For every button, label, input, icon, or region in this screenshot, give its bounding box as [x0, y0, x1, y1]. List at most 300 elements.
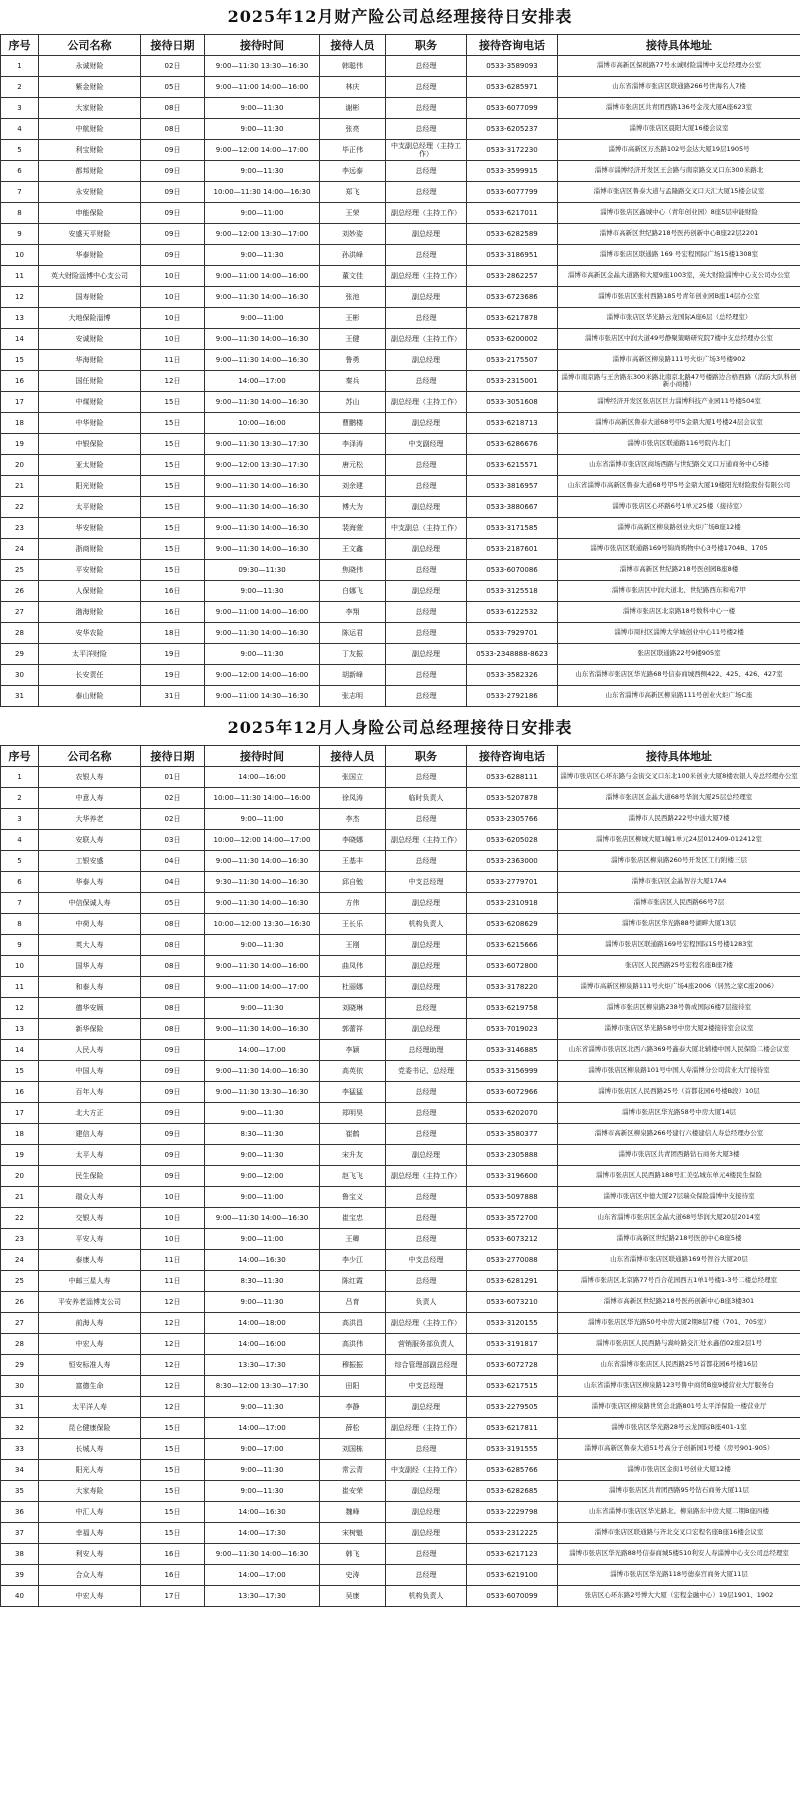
- phone-cell: 0533-3196600: [467, 1166, 558, 1187]
- company-name-cell: 中邮三星人寿: [39, 1271, 141, 1292]
- position-cell: 总经理: [386, 998, 467, 1019]
- position-cell: 总经理: [386, 809, 467, 830]
- receptionist-cell: 崔鹤: [320, 1124, 386, 1145]
- seq-cell: 40: [1, 1586, 39, 1607]
- address-cell: 山东省淄博市张店区华光路68号信泰商城西侧422、425、426、427室: [558, 665, 800, 686]
- company-name-cell: 浙商财险: [39, 539, 141, 560]
- position-cell: 副总经理: [386, 956, 467, 977]
- position-cell: 党委书记、总经理: [386, 1061, 467, 1082]
- receptionist-cell: 史涛: [320, 1565, 386, 1586]
- company-name-cell: 都邦财险: [39, 161, 141, 182]
- reception-time-cell: 9:00—11:00 14:00—16:00: [205, 77, 320, 98]
- seq-cell: 18: [1, 1124, 39, 1145]
- phone-cell: 0533-6070099: [467, 1586, 558, 1607]
- position-cell: 总经理: [386, 308, 467, 329]
- reception-date-cell: 15日: [141, 560, 205, 581]
- reception-time-cell: 14:00—16:00: [205, 1334, 320, 1355]
- position-cell: 副总经理: [386, 1397, 467, 1418]
- receptionist-cell: 鲁宝义: [320, 1187, 386, 1208]
- company-name-cell: 亚太财险: [39, 455, 141, 476]
- address-cell: 淄博市张店区联通路169号宏程国际15号楼1283室: [558, 935, 800, 956]
- address-cell: 淄博市张店区金街1号创业大厦12楼: [558, 1460, 800, 1481]
- position-cell: 总经理: [386, 182, 467, 203]
- table-row: [1, 1334, 800, 1355]
- address-cell: 淄博市高新区鲁泰大道51号高分子创新园1号楼（房号901-905）: [558, 1439, 800, 1460]
- company-name-cell: 阳光财险: [39, 476, 141, 497]
- receptionist-cell: 宋树魁: [320, 1523, 386, 1544]
- reception-date-cell: 09日: [141, 1124, 205, 1145]
- address-cell: 淄博市张店区共青团西路钻石商务大厦3楼: [558, 1145, 800, 1166]
- phone-cell: 0533-6208629: [467, 914, 558, 935]
- table-row: [1, 1040, 800, 1061]
- table-row: [1, 182, 800, 203]
- address-cell: 山东省淄博市张店区柳泉路123号鲁中商贸B座9楼营业大厅服务台: [558, 1376, 800, 1397]
- receptionist-cell: 李颖: [320, 1040, 386, 1061]
- company-name-cell: 新华保险: [39, 1019, 141, 1040]
- reception-date-cell: 10日: [141, 1208, 205, 1229]
- company-name-cell: 太平洋人寿: [39, 1397, 141, 1418]
- receptionist-cell: 王彬: [320, 308, 386, 329]
- receptionist-cell: 吴康: [320, 1586, 386, 1607]
- reception-time-cell: 9:30—11:30 14:00—16:30: [205, 872, 320, 893]
- address-cell: 淄博市高新区世纪路218号医创园B座8楼: [558, 560, 800, 581]
- receptionist-cell: 刘晓琳: [320, 998, 386, 1019]
- address-cell: 淄博市高新区万杰路102号金达大厦19层1905号: [558, 140, 800, 161]
- position-cell: 总经理: [386, 371, 467, 392]
- company-name-cell: 安华农险: [39, 623, 141, 644]
- receptionist-cell: 徐凤涛: [320, 788, 386, 809]
- seq-cell: 12: [1, 287, 39, 308]
- table-row: [1, 998, 800, 1019]
- company-name-cell: 中意人寿: [39, 788, 141, 809]
- phone-cell: 0533-3880667: [467, 497, 558, 518]
- phone-cell: 0533-6217123: [467, 1544, 558, 1565]
- reception-time-cell: 9:00—11:30 13:30—16:30: [205, 1082, 320, 1103]
- position-cell: 总经理: [386, 1187, 467, 1208]
- table-row: [1, 872, 800, 893]
- seq-cell: 14: [1, 329, 39, 350]
- position-cell: 副总经理（主持工作）: [386, 1166, 467, 1187]
- position-cell: 总经理: [386, 560, 467, 581]
- seq-cell: 16: [1, 1082, 39, 1103]
- receptionist-cell: 常云青: [320, 1460, 386, 1481]
- reception-time-cell: 9:00—11:30 14:00—16:30: [205, 893, 320, 914]
- reception-date-cell: 08日: [141, 914, 205, 935]
- seq-cell: 3: [1, 98, 39, 119]
- phone-cell: 0533-2305888: [467, 1145, 558, 1166]
- position-cell: 副总经理（主持工作）: [386, 1418, 467, 1439]
- address-cell: 淄博市张店区北京路18号数科中心一楼: [558, 602, 800, 623]
- position-cell: 总经理: [386, 98, 467, 119]
- reception-time-cell: 9:00—11:00: [205, 809, 320, 830]
- position-cell: 总经理: [386, 1103, 467, 1124]
- table-row: [1, 1250, 800, 1271]
- address-cell: 淄博市张店区华光路云龙国际A座6层（总经理室）: [558, 308, 800, 329]
- table-row: [1, 1019, 800, 1040]
- receptionist-cell: 李少江: [320, 1250, 386, 1271]
- company-name-cell: 交银人寿: [39, 1208, 141, 1229]
- company-name-cell: 安诚财险: [39, 329, 141, 350]
- seq-cell: 20: [1, 1166, 39, 1187]
- receptionist-cell: 孙洪峰: [320, 245, 386, 266]
- phone-cell: 0533-6205237: [467, 119, 558, 140]
- receptionist-cell: 张亮: [320, 119, 386, 140]
- receptionist-cell: 张志明: [320, 686, 386, 707]
- table-row: [1, 1166, 800, 1187]
- table-row: [1, 1544, 800, 1565]
- receptionist-cell: 秦兵: [320, 371, 386, 392]
- company-name-cell: 德华安顾: [39, 998, 141, 1019]
- receptionist-cell: 郑飞: [320, 182, 386, 203]
- position-cell: 总经理: [386, 1082, 467, 1103]
- reception-time-cell: 10:00—16:00: [205, 413, 320, 434]
- position-cell: 中支副经理: [386, 434, 467, 455]
- reception-date-cell: 15日: [141, 1502, 205, 1523]
- address-cell: 山东省淄博市高新区柳泉路111号创业火炬广场C座: [558, 686, 800, 707]
- reception-time-cell: 9:00—11:30: [205, 1481, 320, 1502]
- table-row: [1, 1082, 800, 1103]
- phone-cell: 0533-3582326: [467, 665, 558, 686]
- seq-cell: 30: [1, 1376, 39, 1397]
- reception-date-cell: 08日: [141, 935, 205, 956]
- company-name-header: 公司名称: [39, 746, 141, 767]
- phone-cell: 0533-6217811: [467, 1418, 558, 1439]
- address-cell: 淄博市高新区世纪路218号医创中心B座5楼: [558, 1229, 800, 1250]
- reception-date-cell: 16日: [141, 581, 205, 602]
- address-cell: 淄博市张店区柳泉路101号中国人寿淄博分公司营业大厅接待室: [558, 1061, 800, 1082]
- receptionist-cell: 王健: [320, 329, 386, 350]
- table-row: [1, 1355, 800, 1376]
- receptionist-cell: 白娜飞: [320, 581, 386, 602]
- seq-cell: 5: [1, 140, 39, 161]
- receptionist-cell: 唐元松: [320, 455, 386, 476]
- receptionist-cell: 李远泰: [320, 161, 386, 182]
- address-cell: 淄博市张店区联通路与齐北交叉口宏程名座B座16楼会议室: [558, 1523, 800, 1544]
- company-name-cell: 中宏人寿: [39, 1334, 141, 1355]
- receptionist-cell: 李猛猛: [320, 1082, 386, 1103]
- seq-cell: 35: [1, 1481, 39, 1502]
- phone-cell: 0533-5097888: [467, 1187, 558, 1208]
- company-name-cell: 工银安盛: [39, 851, 141, 872]
- address-cell: 淄博市张店区中润大道49号静聚策略研究院7楼中支总经理办公室: [558, 329, 800, 350]
- table-row: [1, 1229, 800, 1250]
- phone-cell: 0533-2363000: [467, 851, 558, 872]
- receptionist-cell: 王文鑫: [320, 539, 386, 560]
- seq-cell: 11: [1, 977, 39, 998]
- seq-cell: 7: [1, 182, 39, 203]
- position-cell: 总经理: [386, 161, 467, 182]
- reception-time-cell: 9:00—11:30 13:30—17:30: [205, 434, 320, 455]
- seq-cell: 13: [1, 308, 39, 329]
- receptionist-cell: 崔安荣: [320, 1481, 386, 1502]
- receptionist-cell: 李杰: [320, 809, 386, 830]
- table-row: [1, 371, 800, 392]
- company-name-cell: 中荷人寿: [39, 914, 141, 935]
- reception-date-cell: 04日: [141, 851, 205, 872]
- table-row: [1, 308, 800, 329]
- seq-cell: 7: [1, 893, 39, 914]
- seq-cell: 25: [1, 1271, 39, 1292]
- table-row: [1, 1439, 800, 1460]
- position-cell: 副总经理（主持工作）: [386, 830, 467, 851]
- reception-time-cell: 9:00—11:30 14:00—16:30: [205, 1544, 320, 1565]
- seq-cell: 39: [1, 1565, 39, 1586]
- reception-time-cell: 8:30—12:00 13:30—17:30: [205, 1376, 320, 1397]
- position-cell: 副总经理: [386, 224, 467, 245]
- position-cell: 副总经理（主持工作）: [386, 329, 467, 350]
- company-name-cell: 农银人寿: [39, 767, 141, 788]
- table-row: [1, 539, 800, 560]
- position-cell: 副总经理: [386, 1481, 467, 1502]
- table-row: [1, 830, 800, 851]
- address-cell: 淄博市张店区柳泉路238号鲁成国际6楼7层接待室: [558, 998, 800, 1019]
- address-cell: 张店区心环东路2号博大大厦（宏程金融中心）19层1901、1902: [558, 1586, 800, 1607]
- receptionist-cell: 田阳: [320, 1376, 386, 1397]
- company-name-cell: 大家寿险: [39, 1481, 141, 1502]
- table-row: [1, 1481, 800, 1502]
- company-name-cell: 安联人寿: [39, 830, 141, 851]
- receptionist-cell: 王刚: [320, 935, 386, 956]
- company-name-cell: 恒安标准人寿: [39, 1355, 141, 1376]
- company-name-cell: 泰康人寿: [39, 1250, 141, 1271]
- address-cell: 淄博市张店区心环东路与金街交叉口东北100米创业大厦8楼农银人寿总经理办公室: [558, 767, 800, 788]
- address-cell: 淄博市张店区人民西路25号（首都花园6号楼B段）10层: [558, 1082, 800, 1103]
- reception-date-cell: 12日: [141, 371, 205, 392]
- address-cell: 淄博市张店区柳泉路世贸会北路801号太平洋保险一楼营业厅: [558, 1397, 800, 1418]
- reception-time-cell: 9:00—11:00 14:00—17:00: [205, 977, 320, 998]
- reception-date-cell: 17日: [141, 1586, 205, 1607]
- reception-time-cell: 9:00—11:00 14:00—16:00: [205, 602, 320, 623]
- table-row: [1, 350, 800, 371]
- phone-cell: 0533-2305766: [467, 809, 558, 830]
- reception-time-cell: 9:00—11:30 13:30—16:30: [205, 56, 320, 77]
- company-name-cell: 中宏人寿: [39, 1586, 141, 1607]
- reception-date-cell: 15日: [141, 1481, 205, 1502]
- position-cell: 机构负责人: [386, 1586, 467, 1607]
- reception-date-cell: 01日: [141, 767, 205, 788]
- table-row: [1, 140, 800, 161]
- table-row: [1, 287, 800, 308]
- receptionist-cell: 董文佳: [320, 266, 386, 287]
- phone-cell: 0533-6217878: [467, 308, 558, 329]
- reception-time-cell: 9:00—11:30: [205, 1292, 320, 1313]
- reception-date-cell: 09日: [141, 1166, 205, 1187]
- seq-cell: 4: [1, 119, 39, 140]
- receptionist-cell: 方伟: [320, 893, 386, 914]
- phone-cell: 0533-6288111: [467, 767, 558, 788]
- reception-date-cell: 15日: [141, 1523, 205, 1544]
- position-cell: 副总经理: [386, 1019, 467, 1040]
- company-name-cell: 紫金财险: [39, 77, 141, 98]
- position-cell: 副总经理: [386, 1502, 467, 1523]
- position-cell: 中支总经理: [386, 1376, 467, 1397]
- receptionist-cell: 高英依: [320, 1061, 386, 1082]
- phone-cell: 0533-6072800: [467, 956, 558, 977]
- phone-cell: 0533-3146885: [467, 1040, 558, 1061]
- address-cell: 淄博市高新区柳泉路111号火炬广场3号楼902: [558, 350, 800, 371]
- reception-time-cell: 8:30—11:30: [205, 1271, 320, 1292]
- phone-cell: 0533-6077099: [467, 98, 558, 119]
- reception-date-cell: 09日: [141, 140, 205, 161]
- position-cell: 总经理: [386, 1271, 467, 1292]
- reception-time-cell: 9:00—11:00 14:00—16:00: [205, 266, 320, 287]
- reception-date-cell: 08日: [141, 98, 205, 119]
- reception-time-cell: 9:00—11:30 14:00—16:30: [205, 329, 320, 350]
- position-cell: 中支副经（主持工作）: [386, 1460, 467, 1481]
- receptionist-cell: 韩飞: [320, 1544, 386, 1565]
- table-row: [1, 224, 800, 245]
- seq-cell: 33: [1, 1439, 39, 1460]
- position-cell: 综合管理部副总经理: [386, 1355, 467, 1376]
- phone-header: 接待咨询电话: [467, 35, 558, 56]
- reception-time-cell: 9:00—11:00: [205, 1187, 320, 1208]
- reception-date-cell: 15日: [141, 476, 205, 497]
- phone-cell: 0533-6285971: [467, 77, 558, 98]
- table-row: [1, 434, 800, 455]
- position-cell: 中支副总经理（主持工作）: [386, 140, 467, 161]
- seq-cell: 10: [1, 245, 39, 266]
- reception-time-cell: 9:00—12:00 13:30—17:00: [205, 224, 320, 245]
- table-row: [1, 581, 800, 602]
- reception-date-cell: 09日: [141, 1082, 205, 1103]
- phone-cell: 0533-6205028: [467, 830, 558, 851]
- receptionist-cell: 李泽涛: [320, 434, 386, 455]
- receptionist-cell: 丁友振: [320, 644, 386, 665]
- phone-cell: 0533-7929701: [467, 623, 558, 644]
- reception-time-cell: 9:00—11:30: [205, 581, 320, 602]
- address-cell: 淄博市张店区共青团西路136号金茂大厦A座623室: [558, 98, 800, 119]
- company-name-cell: 英大人寿: [39, 935, 141, 956]
- reception-date-cell: 10日: [141, 287, 205, 308]
- reception-time-cell: 14:00—17:00: [205, 1040, 320, 1061]
- phone-cell: 0533-3816957: [467, 476, 558, 497]
- table-row: [1, 809, 800, 830]
- phone-cell: 0533-3589093: [467, 56, 558, 77]
- phone-header: 接待咨询电话: [467, 746, 558, 767]
- phone-cell: 0533-5207878: [467, 788, 558, 809]
- table-row: [1, 767, 800, 788]
- receptionist-cell: 胡新峰: [320, 665, 386, 686]
- table-row: [1, 329, 800, 350]
- address-cell: 淄博市高新区世纪路218号医药创新中心B座3楼301: [558, 1292, 800, 1313]
- reception-time-cell: 9:00—11:30: [205, 998, 320, 1019]
- seq-cell: 32: [1, 1418, 39, 1439]
- address-cell: 淄博市张店区柳泉路260号开发区工行附楼三层: [558, 851, 800, 872]
- company-name-cell: 人民人寿: [39, 1040, 141, 1061]
- position-cell: 副总经理（主持工作）: [386, 1313, 467, 1334]
- company-name-cell: 平安人寿: [39, 1229, 141, 1250]
- receptionist-cell: 林庆: [320, 77, 386, 98]
- position-cell: 总经理: [386, 1544, 467, 1565]
- seq-cell: 12: [1, 998, 39, 1019]
- phone-cell: 0533-2862257: [467, 266, 558, 287]
- seq-cell: 1: [1, 56, 39, 77]
- reception-date-cell: 03日: [141, 830, 205, 851]
- receptionist-cell: 陈红霞: [320, 1271, 386, 1292]
- reception-time-cell: 9:00—11:30: [205, 98, 320, 119]
- position-cell: 总经理: [386, 119, 467, 140]
- address-cell: 淄博市张店区鑫城中心（青年创业园）8座5层申能财险: [558, 203, 800, 224]
- address-cell: 淄博市张店区金晶大道68号华润大厦25层总经理室: [558, 788, 800, 809]
- company-name-cell: 中航财险: [39, 119, 141, 140]
- address-cell: 淄博市张店区中德大厦27层瑞众保险淄博中支接待室: [558, 1187, 800, 1208]
- reception-time-cell: 14:00—17:00: [205, 1565, 320, 1586]
- table-row: [1, 602, 800, 623]
- phone-cell: 0533-6200002: [467, 329, 558, 350]
- company-name-cell: 太平洋财险: [39, 644, 141, 665]
- phone-cell: 0533-6073212: [467, 1229, 558, 1250]
- table-row: [1, 1565, 800, 1586]
- seq-cell: 28: [1, 623, 39, 644]
- phone-cell: 0533-6072728: [467, 1355, 558, 1376]
- receptionist-cell: 李晓娜: [320, 830, 386, 851]
- reception-time-cell: 14:00—17:00: [205, 1418, 320, 1439]
- table-row: [1, 203, 800, 224]
- company-name-cell: 民生保险: [39, 1166, 141, 1187]
- position-cell: 临时负责人: [386, 788, 467, 809]
- reception-time-cell: 10:00—11:30 14:00—16:30: [205, 182, 320, 203]
- reception-date-cell: 08日: [141, 956, 205, 977]
- table-row: [1, 644, 800, 665]
- table-row: [1, 245, 800, 266]
- reception-time-cell: 9:00—12:00 13:30—17:30: [205, 455, 320, 476]
- reception-date-cell: 15日: [141, 455, 205, 476]
- company-name-cell: 中煤财险: [39, 392, 141, 413]
- table-row: [1, 497, 800, 518]
- seq-cell: 10: [1, 956, 39, 977]
- receptionist-cell: 崔宝忠: [320, 1208, 386, 1229]
- reception-time-cell: 9:00—11:30 14:00—16:30: [205, 623, 320, 644]
- receptionist-cell: 李静: [320, 1397, 386, 1418]
- phone-cell: 0533-3178220: [467, 977, 558, 998]
- reception-time-cell: 9:00—11:30: [205, 1103, 320, 1124]
- phone-cell: 0533-2229798: [467, 1502, 558, 1523]
- receptionist-header: 接待人员: [320, 35, 386, 56]
- phone-cell: 0533-3572700: [467, 1208, 558, 1229]
- seq-cell: 29: [1, 644, 39, 665]
- table-row: [1, 1145, 800, 1166]
- reception-date-cell: 10日: [141, 266, 205, 287]
- table-row: [1, 560, 800, 581]
- reception-time-cell: 9:00—12:00 14:00—16:00: [205, 665, 320, 686]
- position-cell: 副总经理: [386, 893, 467, 914]
- address-cell: 淄博市张店区共青团西路95号钻石商务大厦11层: [558, 1481, 800, 1502]
- position-cell: 副总经理（主持工作）: [386, 392, 467, 413]
- address-cell: 淄博市南京路与王舍路东300米路北南京北路47号楼路边合格西路（消防大队科创新小商楼）: [558, 371, 800, 392]
- position-cell: 副总经理（主持工作）: [386, 203, 467, 224]
- reception-date-cell: 09日: [141, 1040, 205, 1061]
- receptionist-cell: 苏山: [320, 392, 386, 413]
- phone-cell: 0533-2310918: [467, 893, 558, 914]
- table-row: [1, 851, 800, 872]
- table-row: [1, 1208, 800, 1229]
- reception-time-cell: 13:30—17:30: [205, 1355, 320, 1376]
- position-cell: 副总经理: [386, 581, 467, 602]
- seq-cell: 6: [1, 161, 39, 182]
- seq-cell: 23: [1, 518, 39, 539]
- position-cell: 总经理: [386, 686, 467, 707]
- phone-cell: 0533-3156999: [467, 1061, 558, 1082]
- table-row: [1, 56, 800, 77]
- table-row: [1, 1103, 800, 1124]
- company-name-cell: 国寿财险: [39, 287, 141, 308]
- seq-cell: 20: [1, 455, 39, 476]
- reception-date-cell: 09日: [141, 245, 205, 266]
- seq-cell: 37: [1, 1523, 39, 1544]
- seq-cell: 30: [1, 665, 39, 686]
- seq-cell: 17: [1, 1103, 39, 1124]
- position-cell: 负责人: [386, 1292, 467, 1313]
